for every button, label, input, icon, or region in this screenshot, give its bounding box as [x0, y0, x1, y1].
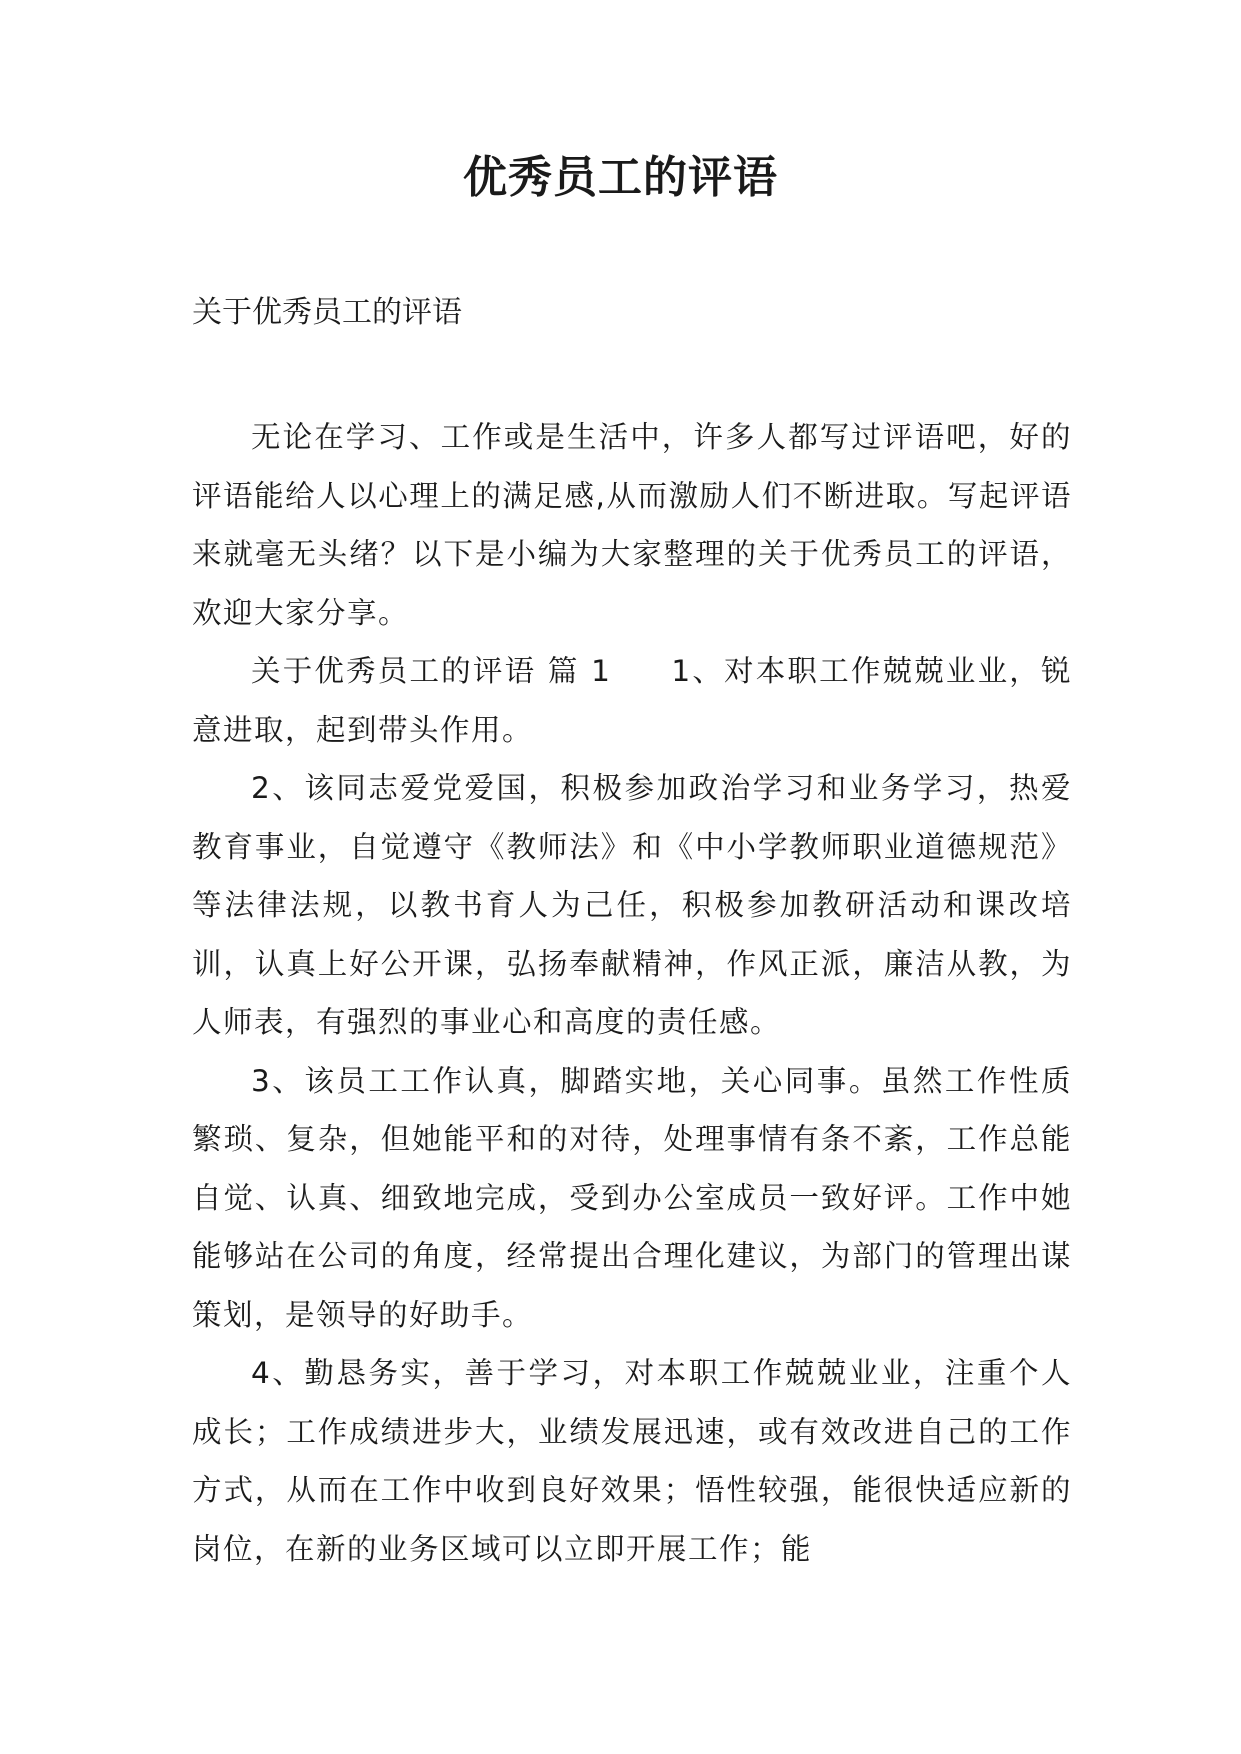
item-3-paragraph: 3、该员工工作认真，脚踏实地，关心同事。虽然工作性质繁琐、复杂，但她能平和的对待，处理事情有条不紊，工作总能自觉、认真、细致地完成，受到办公室成员一致好评。工作中她能够站在公司的角度，经常提出合理化建议，为部门的管理出谋策划，是领导的好助手。: [192, 1063, 1072, 1332]
document-body: [192, 408, 1072, 1578]
section-paragraph: [192, 642, 1072, 759]
document-subtitle: 关于优秀员工的评语: [192, 295, 462, 330]
item-1: 1、对本职工作兢兢业业，锐意进取，起到带头作用。: [192, 654, 1072, 747]
item-2-paragraph: 2、该同志爱党爱国，积极参加政治学习和业务学习，热爱教育事业，自觉遵守《教师法》和《中小学教师职业道德规范》等法律法规，以教书育人为己任，积极参加教研活动和课改培训，认真上好公开课，弘扬奉献精神，作风正派，廉洁从教，为人师表，有强烈的事业心和高度的责任感。: [192, 771, 1072, 1039]
section-heading: 关于优秀员工的评语 篇 1: [251, 654, 612, 688]
intro-paragraph: 无论在学习、工作或是生活中，许多人都写过评语吧，好的评语能给人以心理上的满足感,从而激励人们不断进取。写起评语来就毫无头绪？以下是小编为大家整理的关于优秀员工的评语，欢迎大家分享。: [192, 420, 1072, 630]
item-4-paragraph: 4、勤恳务实，善于学习，对本职工作兢兢业业，注重个人成长；工作成绩进步大，业绩发展迅速，或有效改进自己的工作方式，从而在工作中收到良好效果；悟性较强，能很快适应新的岗位，在新的业务区域可以立即开展工作；能: [192, 1356, 1072, 1566]
document-title: 优秀员工的评语: [463, 152, 778, 203]
